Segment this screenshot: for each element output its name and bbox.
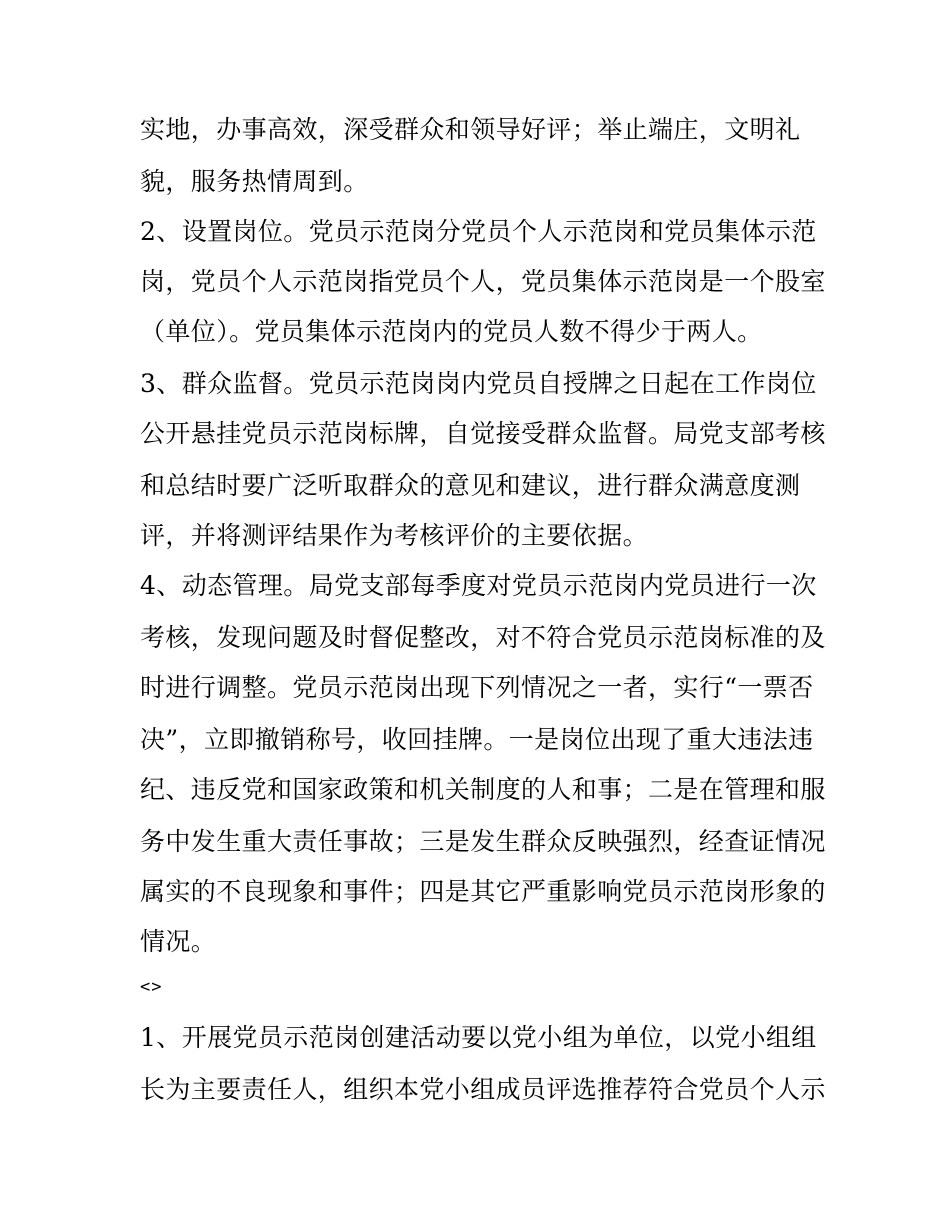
text-line: 时进行调整。党员示范岗出现下列情况之一者，实行“一票否 xyxy=(140,673,814,702)
text-line: 长为主要责任人，组织本党小组成员评选推荐符合党员个人示 xyxy=(140,1075,826,1104)
text-line: 貌，服务热情周到。 xyxy=(140,167,369,196)
text-line: 纪、违反党和国家政策和机关制度的人和事；二是在管理和服 xyxy=(140,775,826,804)
text-line: 决”，立即撤销称号，收回挂牌。一是岗位出现了重大违法违 xyxy=(140,725,814,754)
text-line: 3、群众监督。党员示范岗岗内党员自授牌之日起在工作岗位 xyxy=(140,369,817,398)
text-line: 情况。 xyxy=(140,927,217,956)
text-line: 评，并将测评结果作为考核评价的主要依据。 xyxy=(140,521,649,550)
section-marker: <> xyxy=(140,977,163,997)
text-line: 2、设置岗位。党员示范岗分党员个人示范岗和党员集体示范 xyxy=(140,217,817,246)
text-line: （单位）。党员集体示范岗内的党员人数不得少于两人。 xyxy=(140,317,763,346)
text-line: 和总结时要广泛听取群众的意见和建议，进行群众满意度测 xyxy=(140,471,801,500)
text-line: 考核，发现问题及时督促整改，对不符合党员示范岗标准的及 xyxy=(140,623,826,652)
text-line: 岗，党员个人示范岗指党员个人，党员集体示范岗是一个股室 xyxy=(140,267,826,296)
text-line: 1、开展党员示范岗创建活动要以党小组为单位，以党小组组 xyxy=(140,1023,817,1052)
text-line: 实地，办事高效，深受群众和领导好评；举止端庄，文明礼 xyxy=(140,115,801,144)
text-line: 属实的不良现象和事件；四是其它严重影响党员示范岗形象的 xyxy=(140,877,826,906)
text-line: 公开悬挂党员示范岗标牌，自觉接受群众监督。局党支部考核 xyxy=(140,419,826,448)
text-line: 4、动态管理。局党支部每季度对党员示范岗内党员进行一次 xyxy=(140,571,817,600)
text-line: 务中发生重大责任事故；三是发生群众反映强烈，经查证情况 xyxy=(140,827,826,856)
